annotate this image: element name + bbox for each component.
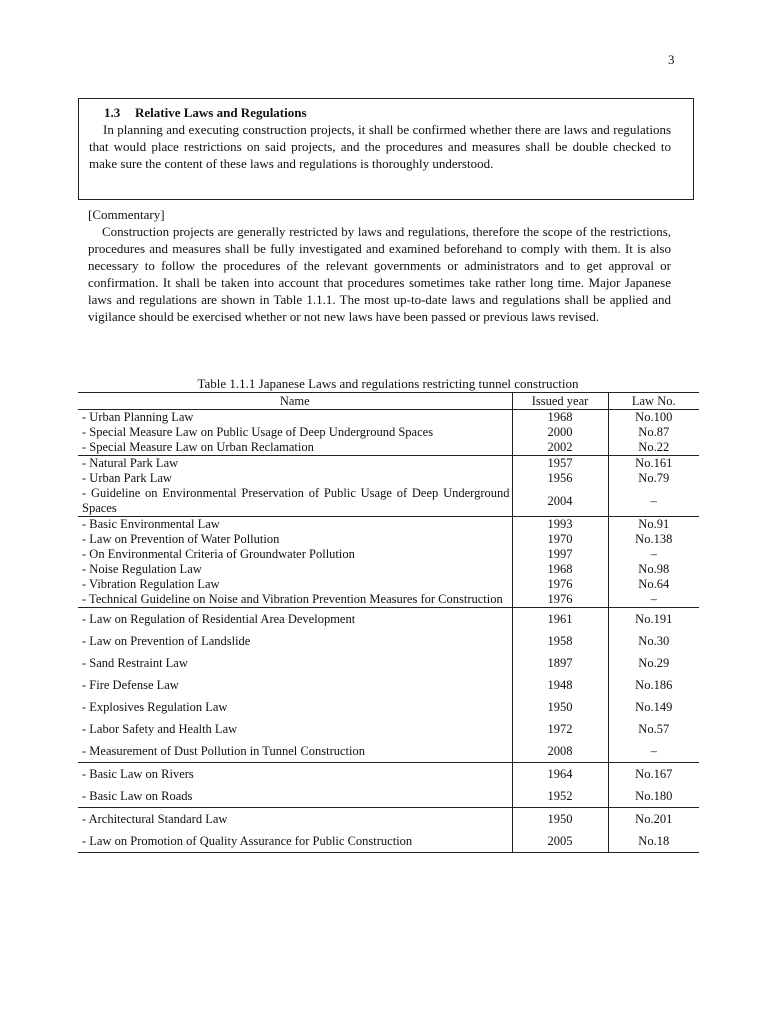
- table-row: [78, 547, 699, 562]
- table-row: [78, 532, 699, 547]
- table-row: [78, 785, 699, 808]
- law-number: No.79: [608, 471, 699, 486]
- table-row: [78, 608, 699, 631]
- law-name: - Fire Defense Law: [82, 677, 179, 692]
- law-year: 1957: [512, 456, 608, 472]
- law-number: No.167: [608, 763, 699, 786]
- law-number: No.57: [608, 718, 699, 740]
- law-number: No.18: [608, 830, 699, 853]
- section-body: In planning and executing construction projects, it shall be confirmed whether there are laws and regulations that would place restrictions on said projects, and the procedures and measures shall be double checked to make sure the content of these laws and regulations is thoroughly understood.: [89, 122, 671, 171]
- law-year: 2008: [512, 740, 608, 763]
- law-number: –: [608, 592, 699, 608]
- law-number: No.64: [608, 577, 699, 592]
- section-number: 1.3: [104, 105, 121, 120]
- law-number: –: [608, 486, 699, 517]
- table-row: [78, 763, 699, 786]
- section-title: Relative Laws and Regulations: [135, 105, 307, 120]
- table-row: [78, 830, 699, 853]
- law-name: - Guideline on Environmental Preservation of Public Usage of Deep Underground Spaces: [78, 486, 512, 517]
- law-name: - Urban Park Law: [82, 471, 172, 485]
- law-name: - On Environmental Criteria of Groundwater Pollution: [82, 547, 355, 561]
- law-year: 1897: [512, 652, 608, 674]
- commentary: [88, 206, 671, 325]
- table-caption: Table 1.1.1 Japanese Laws and regulations restricting tunnel construction: [197, 376, 579, 391]
- law-name: - Basic Law on Roads: [78, 785, 512, 808]
- commentary-body: Construction projects are generally restricted by laws and regulations, therefore the scope of the restrictions, procedures and measures shall be fully investigated and examined beforehand to comply with them. It is also necessary to follow the procedures of the relevant governments or administrators and to get approval or confirmation. It shall be taken into account that procedures sometimes take rather long time. Major Japanese laws and regulations are shown in Table 1.1.1. The most up-to-date laws and regulations shall be applied and vigilance should be exercised whether or not new laws have been passed or previous laws revised.: [88, 224, 671, 324]
- law-number: No.186: [608, 674, 699, 696]
- law-number: No.98: [608, 562, 699, 577]
- law-number: No.161: [608, 456, 699, 472]
- law-number: No.87: [608, 425, 699, 440]
- law-year: 1952: [512, 785, 608, 808]
- table-row: [78, 562, 699, 577]
- header-law-no: Law No.: [608, 393, 699, 410]
- law-year: 1956: [512, 471, 608, 486]
- table-row: [78, 674, 699, 696]
- law-number: No.201: [608, 808, 699, 831]
- law-name: - Labor Safety and Health Law: [82, 721, 238, 736]
- law-number: No.30: [608, 630, 699, 652]
- law-year: 1976: [512, 577, 608, 592]
- law-number: No.22: [608, 440, 699, 456]
- law-year: 1993: [512, 517, 608, 533]
- law-year: 1958: [512, 630, 608, 652]
- table-row: [78, 808, 699, 831]
- law-name: - Special Measure Law on Urban Reclamation: [78, 440, 512, 456]
- table-row: [78, 630, 699, 652]
- law-number: No.149: [608, 696, 699, 718]
- table-row: [78, 456, 699, 472]
- law-year: 2002: [512, 440, 608, 456]
- table-row: [78, 718, 699, 740]
- table-row: [78, 652, 699, 674]
- section-box: [78, 98, 694, 200]
- law-year: 2000: [512, 425, 608, 440]
- law-year: 1976: [512, 592, 608, 608]
- law-year: 1950: [512, 808, 608, 831]
- page-number: 3: [668, 52, 675, 67]
- law-name: - Explosives Regulation Law: [82, 699, 228, 714]
- law-number: No.29: [608, 652, 699, 674]
- table-header-row: [78, 393, 699, 410]
- header-name: Name: [78, 393, 512, 410]
- table-row: [78, 517, 699, 533]
- commentary-label: [Commentary]: [88, 207, 165, 222]
- law-name: - Noise Regulation Law: [82, 562, 202, 576]
- laws-table: [78, 392, 699, 853]
- law-year: 1961: [512, 608, 608, 631]
- law-number: No.91: [608, 517, 699, 533]
- law-year: 1972: [512, 718, 608, 740]
- table-row: [78, 577, 699, 592]
- law-name: - Technical Guideline on Noise and Vibration Prevention Measures for Construction: [78, 592, 512, 608]
- law-number: –: [608, 547, 699, 562]
- law-year: 1968: [512, 562, 608, 577]
- header-year: Issued year: [512, 393, 608, 410]
- law-number: No.191: [608, 608, 699, 631]
- table-row: [78, 425, 699, 440]
- law-name: - Law on Regulation of Residential Area Development: [82, 611, 356, 626]
- law-name: - Architectural Standard Law: [82, 811, 228, 826]
- law-name: - Basic Environmental Law: [82, 517, 220, 531]
- law-name: - Basic Law on Rivers: [82, 766, 194, 781]
- table-row: [78, 696, 699, 718]
- table-row: [78, 471, 699, 486]
- law-year: 1997: [512, 547, 608, 562]
- law-year: 1970: [512, 532, 608, 547]
- law-number: No.138: [608, 532, 699, 547]
- law-name: - Natural Park Law: [82, 456, 179, 470]
- table-row: [78, 440, 699, 456]
- law-name: - Urban Planning Law: [82, 410, 194, 424]
- law-name: - Vibration Regulation Law: [82, 577, 220, 591]
- law-year: 1950: [512, 696, 608, 718]
- law-number: No.180: [608, 785, 699, 808]
- table-row: [78, 410, 699, 426]
- law-number: –: [608, 740, 699, 763]
- law-year: 1968: [512, 410, 608, 426]
- law-name: - Law on Prevention of Water Pollution: [82, 532, 280, 546]
- law-name: - Measurement of Dust Pollution in Tunnel Construction: [78, 740, 512, 763]
- law-name: - Law on Promotion of Quality Assurance for Public Construction: [78, 830, 512, 853]
- law-year: 2005: [512, 830, 608, 853]
- law-name: - Law on Prevention of Landslide: [82, 633, 251, 648]
- law-name: - Special Measure Law on Public Usage of Deep Underground Spaces: [82, 425, 434, 439]
- law-year: 1964: [512, 763, 608, 786]
- section-heading: [89, 104, 671, 121]
- table-row: [78, 592, 699, 608]
- law-year: 2004: [512, 486, 608, 517]
- law-number: No.100: [608, 410, 699, 426]
- table-row: [78, 486, 699, 517]
- law-name: - Sand Restraint Law: [82, 655, 188, 670]
- law-year: 1948: [512, 674, 608, 696]
- table-row: [78, 740, 699, 763]
